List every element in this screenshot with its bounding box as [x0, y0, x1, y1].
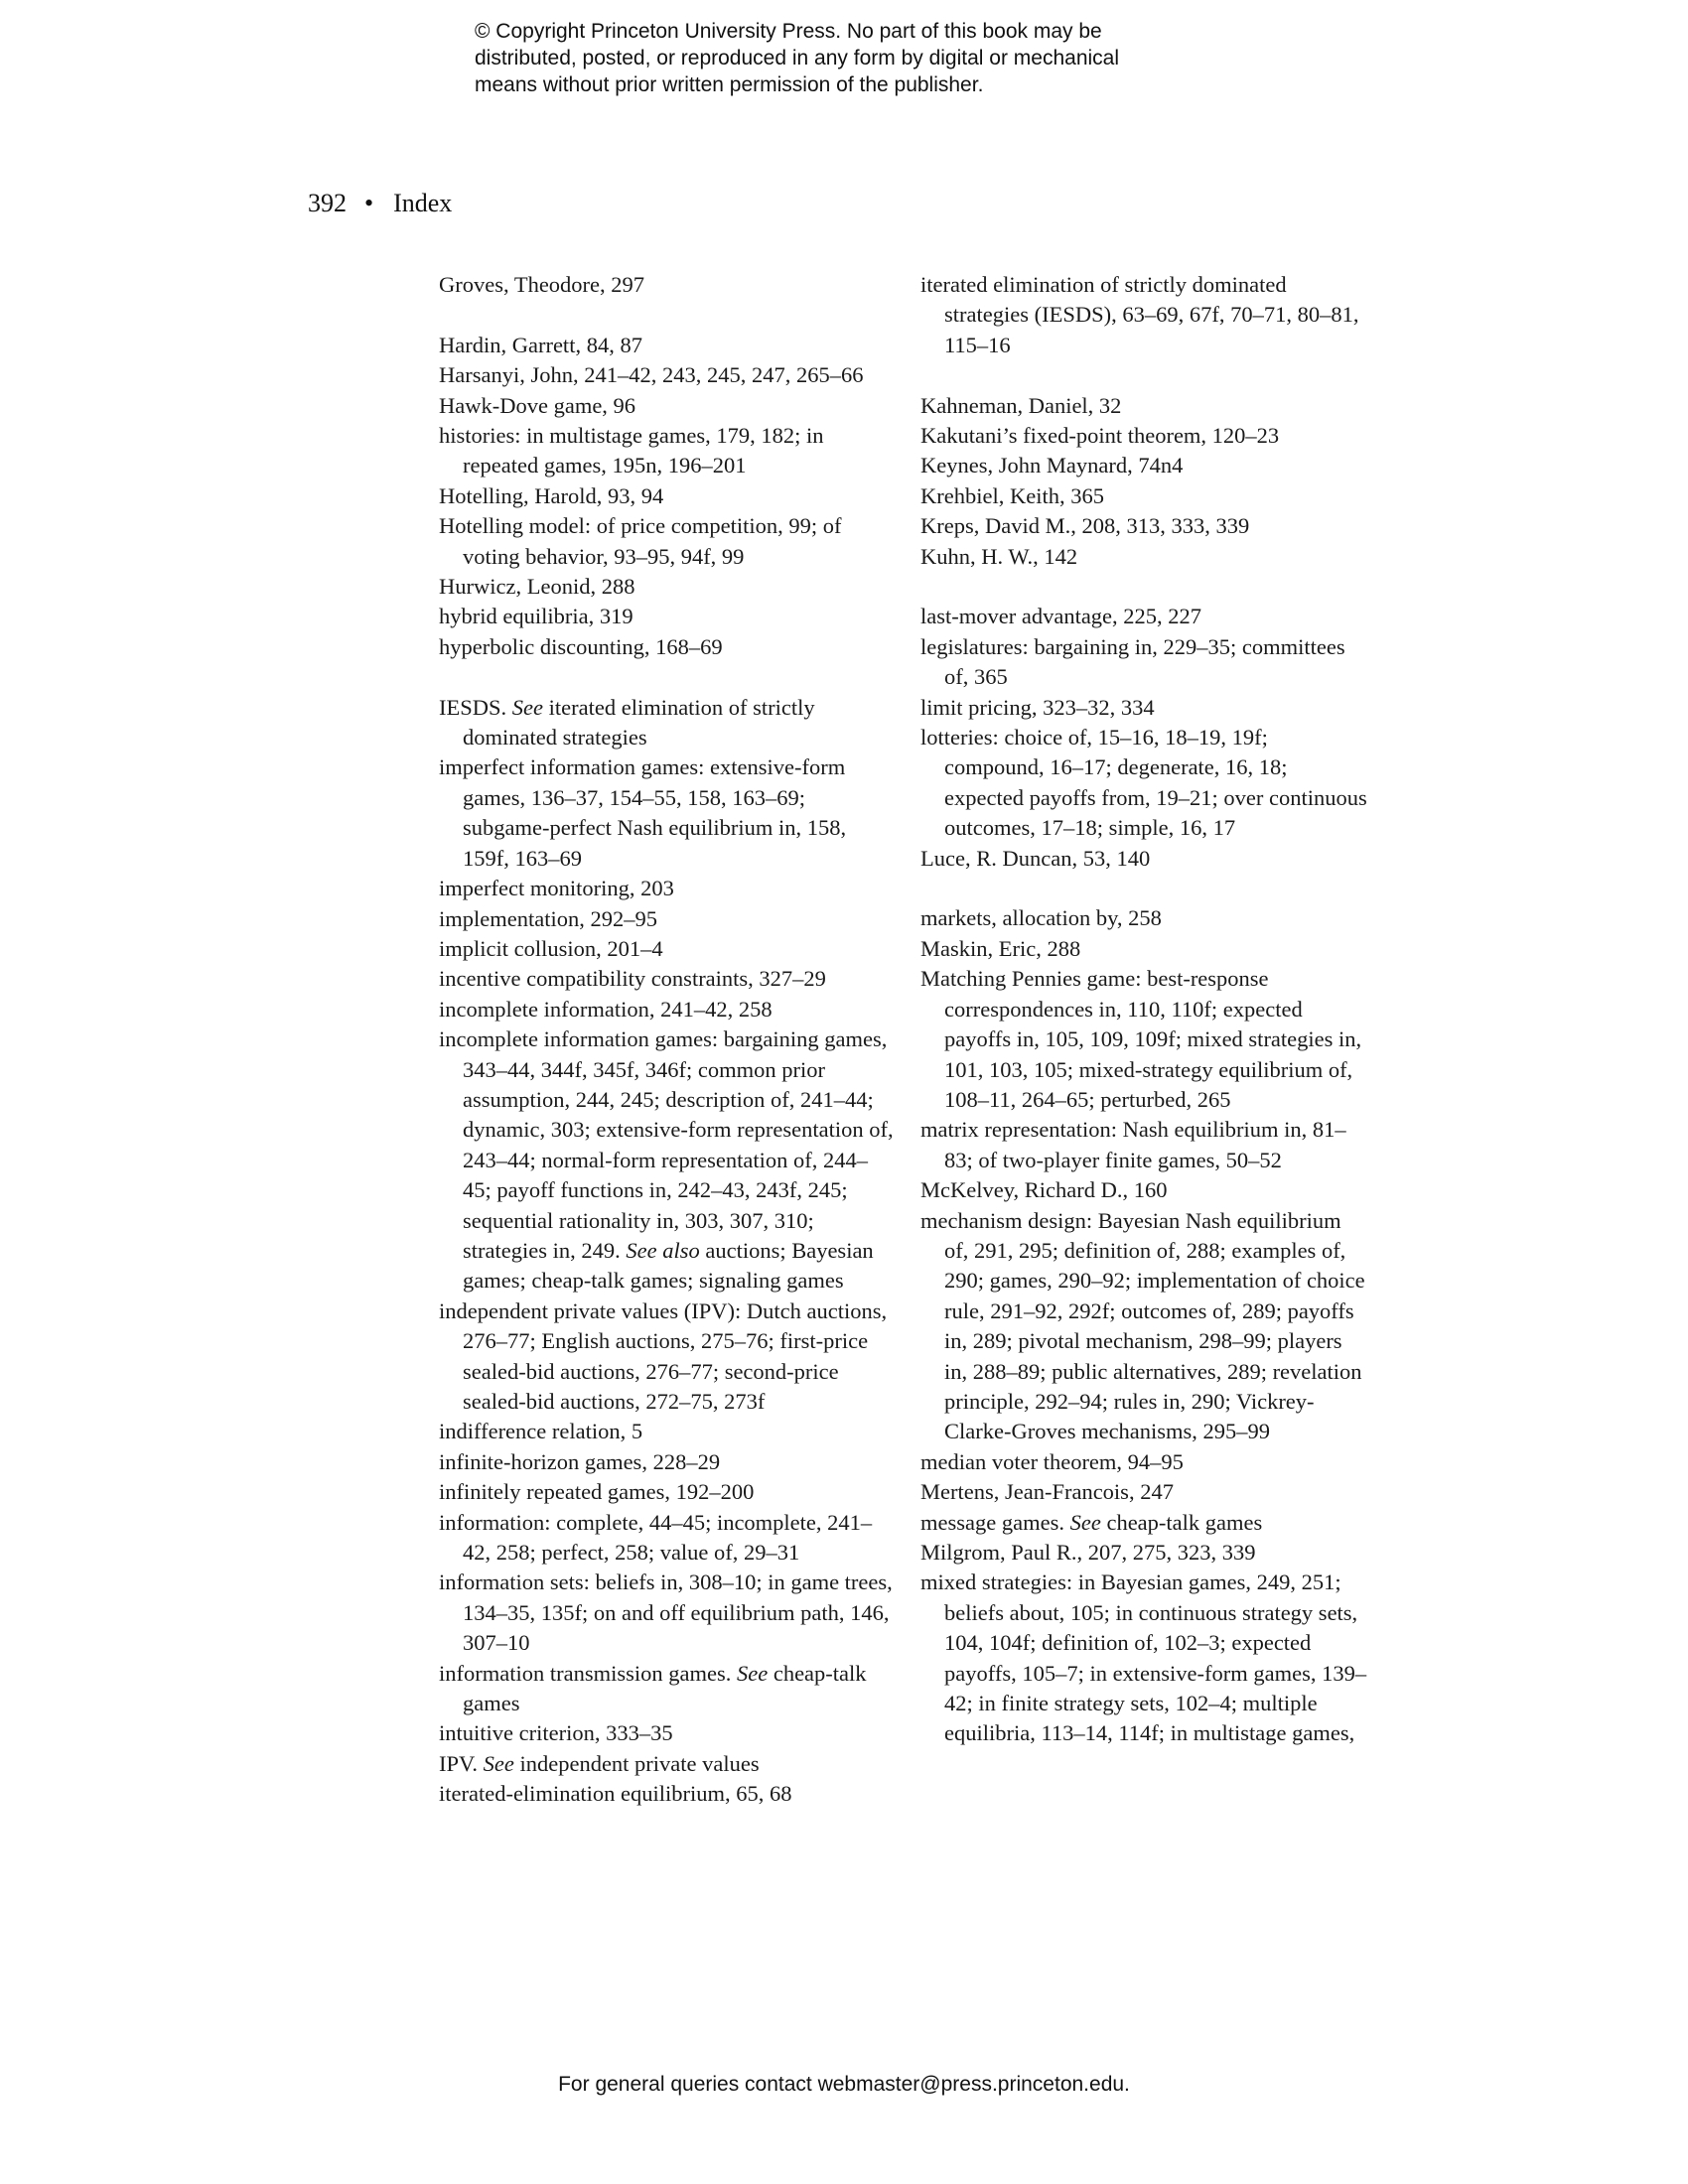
index-entry: implementation, 292–95	[439, 905, 657, 931]
index-entry: Milgrom, Paul R., 207, 275, 323, 339	[920, 1540, 1256, 1566]
index-entry: Luce, R. Duncan, 53, 140	[920, 845, 1151, 871]
index-entry: indifference relation, 5	[439, 1419, 643, 1444]
index-entry: last-mover advantage, 225, 227	[920, 604, 1202, 629]
index-entry: imperfect information games: extensive-form games, 136–37, 154–55, 158, 163–69; subgame-perfect Nash equilibrium in, 158, 159f, 163–69	[439, 754, 847, 871]
index-entry: hybrid equilibria, 319	[439, 604, 633, 629]
index-entry: Krehbiel, Keith, 365	[920, 482, 1104, 508]
index-entry: matrix representation: Nash equilibrium in, 81–83; of two-player finite games, 50–52	[920, 1117, 1346, 1172]
index-entry: Maskin, Eric, 288	[920, 935, 1081, 961]
copyright-line: means without prior written permission of the publisher.	[475, 73, 984, 96]
copyright-line: distributed, posted, or reproduced in any form by digital or mechanical	[475, 47, 1120, 69]
index-entry: incomplete information, 241–42, 258	[439, 996, 773, 1022]
index-entry: iterated elimination of strictly dominated strategies (IESDS), 63–69, 67f, 70–71, 80–81, 115–16	[920, 272, 1359, 357]
bullet-separator: •	[364, 189, 374, 217]
index-entry: Mertens, Jean-Francois, 247	[920, 1479, 1174, 1505]
index-entry: markets, allocation by, 258	[920, 905, 1162, 931]
index-entry: iterated-elimination equilibrium, 65, 68	[439, 1781, 792, 1807]
letter-group-gap	[920, 572, 1367, 602]
index-entry: independent private values (IPV): Dutch auctions, 276–77; English auctions, 275–76; first-price sealed-bid auctions, 276–77; second-price sealed-bid auctions, 272–75, 273f	[439, 1297, 888, 1414]
index-entry: information: complete, 44–45; incomplete, 241–42, 258; perfect, 258; value of, 29–31	[439, 1509, 873, 1566]
index-entry: Hotelling model: of price competition, 99; of voting behavior, 93–95, 94f, 99	[439, 513, 842, 569]
page-number: 392	[308, 189, 347, 217]
index-entry: Kahneman, Daniel, 32	[920, 392, 1122, 418]
letter-group-gap	[920, 874, 1367, 903]
letter-group-gap	[439, 300, 896, 330]
index-entry: McKelvey, Richard D., 160	[920, 1177, 1168, 1203]
index-entry: incentive compatibility constraints, 327–29	[439, 966, 826, 992]
index-entry: information sets: beliefs in, 308–10; in game trees, 134–35, 135f; on and off equilibrium path, 146, 307–10	[439, 1570, 893, 1656]
index-entry: hyperbolic discounting, 168–69	[439, 633, 723, 659]
index-entry: Kreps, David M., 208, 313, 333, 339	[920, 513, 1250, 539]
index-entry: legislatures: bargaining in, 229–35; committees of, 365	[920, 633, 1345, 690]
index-entry: limit pricing, 323–32, 334	[920, 694, 1155, 720]
index-entry: IPV. See independent private values	[439, 1750, 760, 1776]
index-entry: Hotelling, Harold, 93, 94	[439, 482, 664, 508]
footer-contact: For general queries contact webmaster@press.princeton.edu.	[558, 2073, 1130, 2096]
section-title: Index	[393, 189, 453, 217]
index-entry: message games. See cheap-talk games	[920, 1509, 1263, 1535]
index-entry: IESDS. See iterated elimination of strictly dominated strategies	[439, 694, 815, 751]
index-column-left	[439, 270, 896, 1810]
letter-group-gap	[920, 360, 1367, 390]
index-entry: histories: in multistage games, 179, 182; in repeated games, 195n, 196–201	[439, 423, 824, 478]
copyright-notice	[475, 18, 1190, 98]
index-entry: Kuhn, H. W., 142	[920, 543, 1078, 569]
index-entry: incomplete information games: bargaining games, 343–44, 344f, 345f, 346f; common prior assumption, 244, 245; description of, 241–44; dynamic, 303; extensive-form representation of, 243–44; normal-form representation of, 244–45; payoff functions in, 242–43, 243f, 245; sequential rationality in, 303, 307, 310; strategies in, 249. See also auctions; Bayesian games; cheap-talk games; signaling games	[439, 1026, 894, 1294]
index-entry: Hardin, Garrett, 84, 87	[439, 332, 642, 357]
letter-group-gap	[439, 662, 896, 692]
index-entry: Matching Pennies game: best-response correspondences in, 110, 110f; expected payoffs in, 105, 109, 109f; mixed strategies in, 101, 103, 105; mixed-strategy equilibrium of, 108–11, 264–65; perturbed, 265	[920, 966, 1362, 1112]
index-entry: infinitely repeated games, 192–200	[439, 1479, 755, 1505]
index-entry: Harsanyi, John, 241–42, 243, 245, 247, 265–66	[439, 362, 864, 388]
index-entry: intuitive criterion, 333–35	[439, 1720, 673, 1746]
running-head	[308, 189, 452, 218]
index-entry: Hurwicz, Leonid, 288	[439, 574, 635, 600]
index-entry: Kakutani’s fixed-point theorem, 120–23	[920, 423, 1280, 449]
index-column-right	[920, 270, 1367, 1749]
index-entry: lotteries: choice of, 15–16, 18–19, 19f; compound, 16–17; degenerate, 16, 18; expected payoffs from, 19–21; over continuous outcomes, 17–18; simple, 16, 17	[920, 725, 1367, 841]
index-entry: information transmission games. See cheap-talk games	[439, 1660, 867, 1716]
index-entry: mixed strategies: in Bayesian games, 249, 251; beliefs about, 105; in continuous strategy sets, 104, 104f; definition of, 102–3; expected payoffs, 105–7; in extensive-form games, 139–42; in finite strategy sets, 102–4; multiple equilibria, 113–14, 114f; in multistage games,	[920, 1570, 1367, 1746]
copyright-line: © Copyright Princeton University Press. No part of this book may be	[475, 20, 1102, 43]
index-entry: infinite-horizon games, 228–29	[439, 1448, 721, 1474]
index-entry: mechanism design: Bayesian Nash equilibrium of, 291, 295; definition of, 288; examples of, 290; games, 290–92; implementation of choice rule, 291–92, 292f; outcomes of, 289; payoffs in, 289; pivotal mechanism, 298–99; players in, 288–89; public alternatives, 289; revelation principle, 292–94; rules in, 290; Vickrey-Clarke-Groves mechanisms, 295–99	[920, 1207, 1365, 1444]
index-entry: implicit collusion, 201–4	[439, 935, 663, 961]
index-entry: Groves, Theodore, 297	[439, 272, 645, 297]
index-entry: imperfect monitoring, 203	[439, 876, 674, 901]
index-entry: median voter theorem, 94–95	[920, 1448, 1184, 1474]
index-entry: Keynes, John Maynard, 74n4	[920, 453, 1184, 478]
index-entry: Hawk-Dove game, 96	[439, 392, 636, 418]
